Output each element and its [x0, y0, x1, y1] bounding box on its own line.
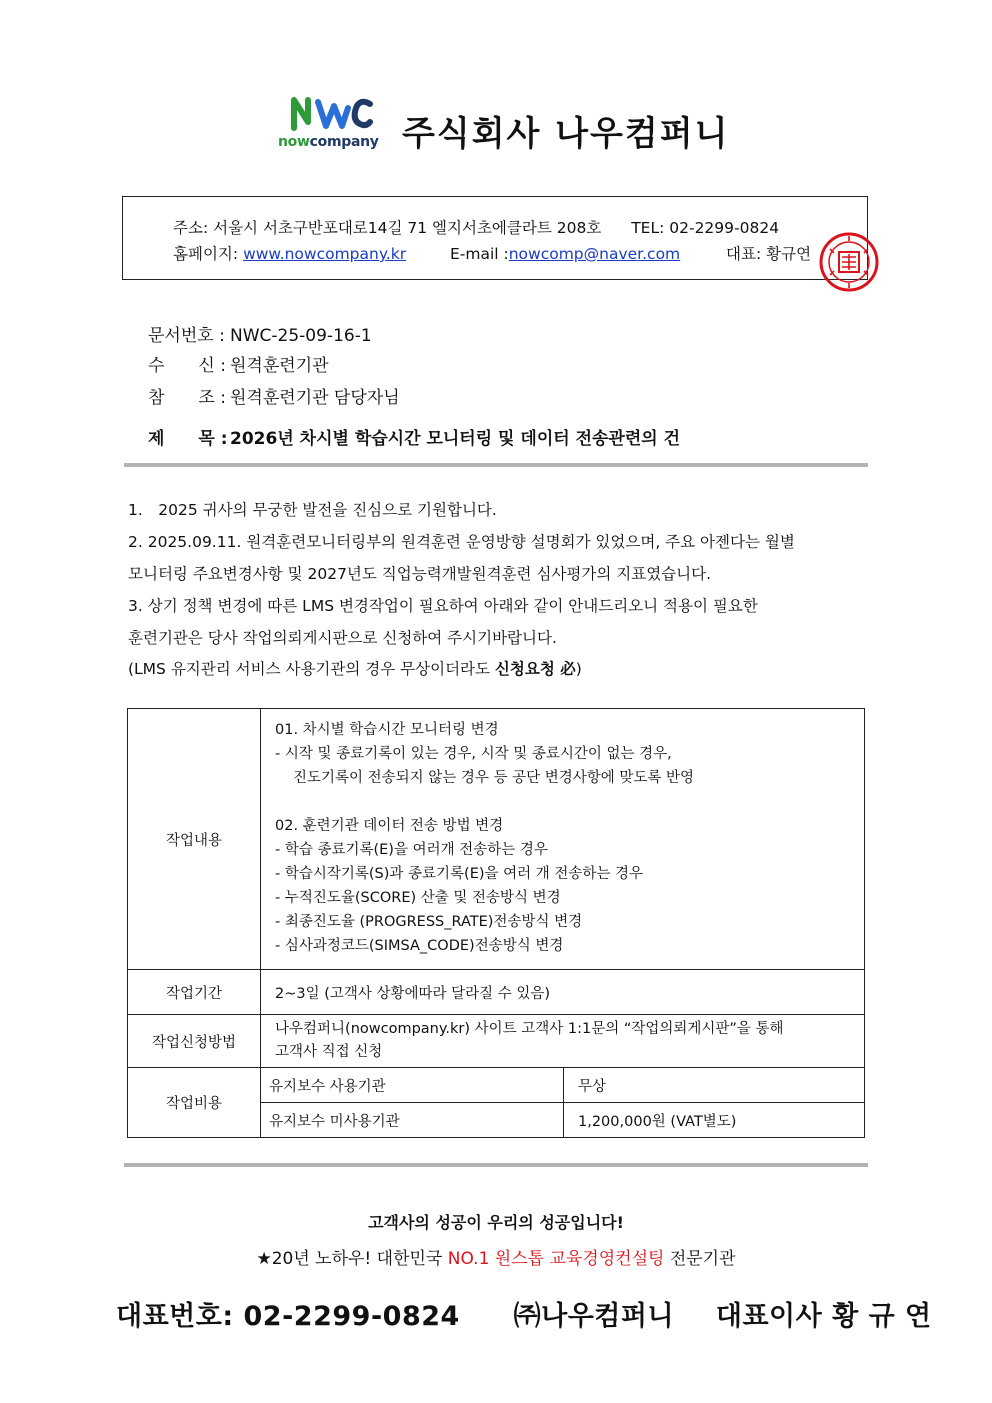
work-line: - 학습시작기록(S)과 종료기록(E)을 여러 개 전송하는 경우 [275, 866, 644, 882]
recipient-label: 수 신 : [148, 356, 226, 376]
reference-label: 참 조 : [148, 388, 226, 408]
request-required-text: 신청요청 必 [494, 660, 576, 678]
cost-label: 작업비용 [128, 1068, 261, 1138]
reference-row [148, 383, 400, 408]
work-line: - 학습 종료기록(E)을 여러개 전송하는 경우 [275, 842, 548, 858]
address-line [173, 216, 779, 238]
tel-label: TEL: [631, 219, 665, 237]
address-box [122, 196, 868, 280]
work-period-label: 작업기간 [128, 970, 261, 1015]
email-label: E-mail : [449, 245, 509, 263]
nwc-logo-icon [290, 94, 374, 134]
footer-bottom-line [116, 1294, 932, 1333]
divider-top [124, 463, 868, 467]
table-row [128, 1068, 865, 1103]
table-row [128, 970, 865, 1015]
divider-bottom [124, 1163, 868, 1167]
ceo-label: 대표: [726, 245, 762, 263]
apply-method-label: 작업신청방법 [128, 1015, 261, 1068]
tagline-no1: NO.1 [447, 1249, 490, 1269]
tel-value: 02-2299-0824 [669, 219, 780, 237]
apply-method-line: 나우컴퍼니(nowcompany.kr) 사이트 고객사 1:1문의 “작업의뢰게시판”을 통해 [275, 1021, 784, 1037]
subject-label: 제 목 : [148, 429, 228, 449]
address-value: 서울시 서초구반포대로14길 71 엘지서초에클라트 208호 [213, 219, 602, 237]
tagline-onestop: 원스톱 교육경영컨설팅 [494, 1249, 665, 1269]
cost-row-2-value: 1,200,000원 (VAT별도) [564, 1103, 865, 1138]
cost-row-1-label: 유지보수 사용기관 [261, 1068, 564, 1103]
work-line: - 누적진도율(SCORE) 산출 및 전송방식 변경 [275, 890, 561, 906]
recipient-row [148, 351, 329, 376]
work-line: - 시작 및 종료기록이 있는 경우, 시작 및 종료시간이 없는 경우, [275, 746, 672, 762]
cost-row-1-value: 무상 [564, 1068, 865, 1103]
work-content-cell [261, 709, 865, 970]
work-line: 진도기록이 전송되지 않는 경우 등 공단 변경사항에 맞도록 반영 [293, 770, 695, 786]
tagline-prefix: ★20년 노하우! 대한민국 [256, 1249, 448, 1269]
company-seal [818, 231, 880, 293]
bottom-company: ㈜나우컴퍼니 [513, 1301, 675, 1332]
email-link[interactable]: nowcomp@naver.com [508, 245, 681, 263]
reference-value: 원격훈련기관 담당자님 [230, 388, 400, 408]
paragraph-3-line-2: 훈련기관은 당사 작업의뢰게시판으로 신청하여 주시기바랍니다. [128, 629, 557, 647]
seal-stamp-icon [818, 231, 880, 293]
bottom-ceo: 대표이사 황 규 연 [715, 1301, 932, 1332]
tagline-suffix: 전문기관 [664, 1249, 736, 1269]
doc-number-row [148, 321, 372, 346]
logo-wordmark: nowcompany [278, 134, 379, 150]
table-row [128, 1015, 865, 1068]
work-period-value: 2~3일 (고객사 상황에따라 달라질 수 있음) [261, 970, 865, 1015]
paragraph-1: 1. 2025 귀사의 무궁한 발전을 진심으로 기원합니다. [128, 501, 497, 519]
subject-row [148, 424, 680, 449]
work-line: - 최종진도율 (PROGRESS_RATE)전송방식 변경 [275, 914, 583, 930]
work-table [127, 708, 865, 1138]
cost-row-2-label: 유지보수 미사용기관 [261, 1103, 564, 1138]
paragraph-2-line-2: 모니터링 주요변경사항 및 2027년도 직업능력개발원격훈련 심사평가의 지표였습니다. [128, 565, 712, 583]
footer-slogan: 고객사의 성공이 우리의 성공입니다! [368, 1213, 624, 1232]
paragraph-2-line-1: 2. 2025.09.11. 원격훈련모니터링부의 원격훈련 운영방향 설명회가 있었으며, 주요 아젠다는 월별 [128, 533, 795, 551]
bottom-phone: 대표번호: 02-2299-0824 [116, 1301, 460, 1332]
work-line: 01. 차시별 학습시간 모니터링 변경 [275, 722, 499, 738]
footer-tagline [0, 1244, 992, 1269]
subject-value: 2026년 차시별 학습시간 모니터링 및 데이터 전송관련의 건 [230, 429, 681, 449]
work-line: 02. 훈련기관 데이터 전송 방법 변경 [275, 818, 504, 834]
paragraph-4-close: ) [575, 660, 582, 678]
doc-number-label: 문서번호 : [148, 326, 225, 346]
recipient-value: 원격훈련기관 [230, 356, 329, 376]
paragraph-3-line-1: 3. 상기 정책 변경에 따른 LMS 변경작업이 필요하여 아래와 같이 안내드리오니 적용이 필요한 [128, 597, 758, 615]
ceo-value: 황규연 [766, 245, 812, 263]
homepage-link[interactable]: www.nowcompany.kr [243, 245, 407, 263]
company-logo [276, 94, 380, 156]
work-content-label: 작업내용 [128, 709, 261, 970]
homepage-label: 홈페이지: [173, 245, 239, 263]
apply-method-cell [261, 1015, 865, 1068]
address-label: 주소: [173, 219, 209, 237]
contact-line [173, 242, 811, 264]
paragraph-4-text: (LMS 유지관리 서비스 사용기관의 경우 무상이더라도 [128, 660, 495, 678]
company-title: 주식회사 나우컴퍼니 [402, 114, 730, 154]
work-line: - 심사과정코드(SIMSA_CODE)전송방식 변경 [275, 938, 564, 954]
apply-method-line: 고객사 직접 신청 [275, 1044, 383, 1060]
table-row [128, 709, 865, 970]
doc-number-value: NWC-25-09-16-1 [230, 326, 372, 346]
paragraph-4 [128, 657, 582, 679]
